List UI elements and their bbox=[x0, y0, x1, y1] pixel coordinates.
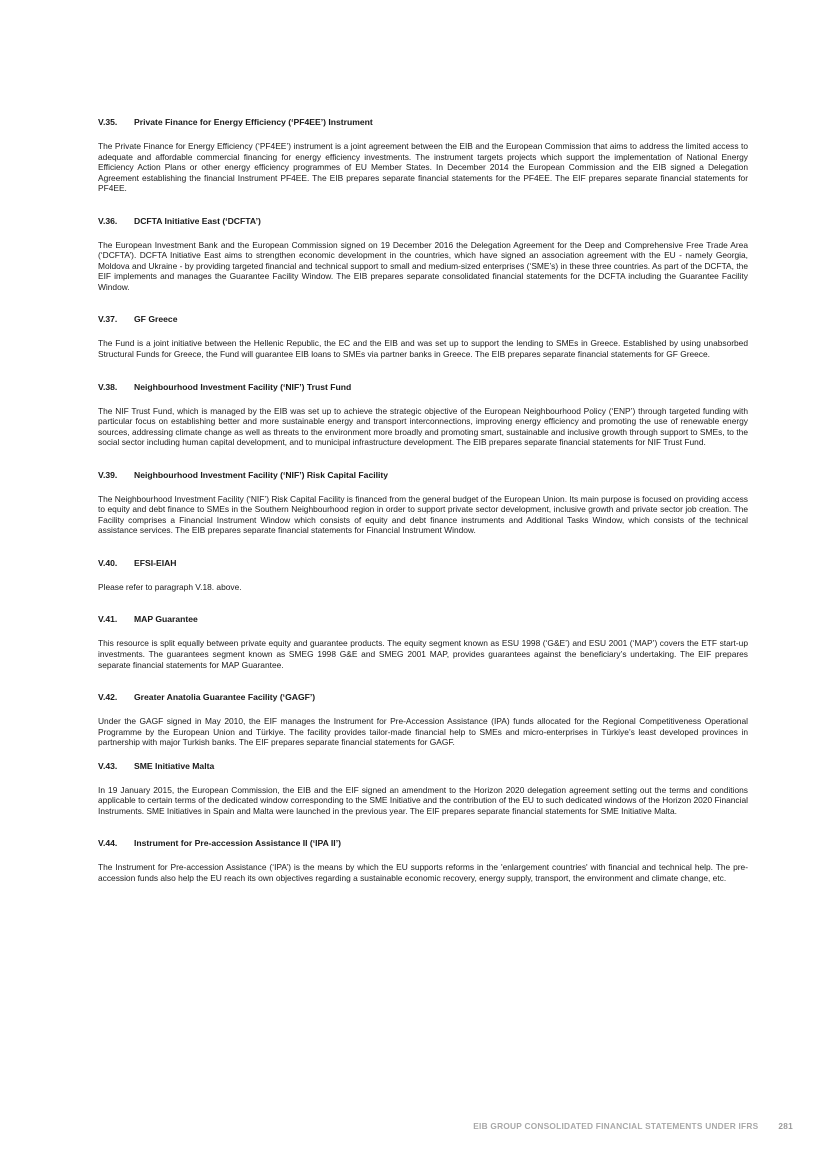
section-title: DCFTA Initiative East (‘DCFTA’) bbox=[134, 215, 261, 226]
section-number: V.37. bbox=[98, 314, 118, 325]
section-paragraph: Please refer to paragraph V.18. above. bbox=[98, 581, 242, 592]
section-v44 bbox=[98, 838, 748, 883]
section-v37 bbox=[98, 314, 748, 359]
section-v35 bbox=[98, 117, 748, 194]
section-heading bbox=[98, 382, 748, 393]
section-v39 bbox=[98, 470, 748, 536]
section-paragraph: This resource is split equally between private equity and guarantee products. The equity segment known as ESU 1998 (‘G&E’) and ESU 2001 (‘MAP’) covers the ETF start-up investments. The guarantees segment known as SMEG 1998 G&E and SMEG 2001 MAP, provides guarantees against the beneficiary’s undertaking. The EIF prepares separate financial statements for MAP Guarantee. bbox=[98, 638, 748, 670]
footer-title: EIB GROUP CONSOLIDATED FINANCIAL STATEMENTS UNDER IFRS bbox=[473, 1121, 759, 1131]
section-heading bbox=[98, 216, 748, 227]
section-heading bbox=[98, 117, 748, 128]
section-number: V.39. bbox=[98, 469, 118, 480]
section-paragraph: Under the GAGF signed in May 2010, the EIF manages the Instrument for Pre-Accession Assistance (IPA) funds allocated for the Regional Competitiveness Operational Programme by the European Union and Türkiye. The facility provides tailor-made financial help to SMEs and micro-enterprises in Türkiye’s least developed provinces in partnership with major Turkish banks. The EIF prepares separate financial statements for GAGF. bbox=[98, 716, 748, 748]
document-body bbox=[98, 117, 748, 884]
page-number: 281 bbox=[778, 1121, 793, 1131]
section-heading bbox=[98, 314, 748, 325]
section-number: V.42. bbox=[98, 692, 118, 703]
section-paragraph: In 19 January 2015, the European Commission, the EIB and the EIF signed an amendment to the Horizon 2020 delegation agreement setting out the terms and conditions applicable to certain terms of the dedicated window corresponding to the SME Initiative and the contribution of the EU to such dedicated windows of the Horizon 2020 Financial Instruments. SME Initiatives in Spain and Malta were launched in the previous year. The EIF prepares separate financial statements for SME Initiative Malta. bbox=[98, 784, 748, 816]
section-heading bbox=[98, 838, 748, 849]
section-title: EFSI-EIAH bbox=[134, 557, 177, 568]
section-v43 bbox=[98, 761, 748, 817]
section-number: V.43. bbox=[98, 760, 118, 771]
section-title: SME Initiative Malta bbox=[134, 760, 215, 771]
section-title: MAP Guarantee bbox=[134, 614, 198, 625]
section-v40 bbox=[98, 558, 748, 593]
section-paragraph: The European Investment Bank and the European Commission signed on 19 December 2016 the Delegation Agreement for the Deep and Comprehensive Free Trade Area (‘DCFTA’). DCFTA Initiative East aims to strengthen economic development in the countries, which have signed an association agreement with the EU - namely Georgia, Moldova and Ukraine - by providing targeted financial and technical support to small and medium-sized enterprises (‘SME’s) in these three countries. As part of the DCFTA, the EIF implements and manages the Guarantee Facility Window. The EIB prepares separate consolidated financial statements for the DCFTA including the Guarantee Facility Window. bbox=[98, 239, 748, 292]
section-heading bbox=[98, 470, 748, 481]
section-heading bbox=[98, 614, 748, 625]
section-paragraph: The Instrument for Pre-accession Assistance (‘IPA’) is the means by which the EU supports reforms in the 'enlargement countries' with financial and technical help. The pre-accession funds also help the EU reach its own objectives regarding a sustainable economic recovery, energy supply, transport, the environment and climate change, etc. bbox=[98, 862, 748, 883]
section-number: V.36. bbox=[98, 215, 118, 226]
section-number: V.35. bbox=[98, 117, 118, 127]
section-title: Greater Anatolia Guarantee Facility (‘GAGF’) bbox=[134, 692, 316, 703]
section-title: Private Finance for Energy Efficiency (‘PF4EE’) Instrument bbox=[134, 117, 373, 127]
page-footer bbox=[473, 1121, 793, 1131]
section-v36 bbox=[98, 216, 748, 293]
section-paragraph: The NIF Trust Fund, which is managed by the EIB was set up to achieve the strategic objective of the European Neighbourhood Policy (‘ENP’) through targeted funding with particular focus on establishing better and more sustainable energy and transport interconnections, improving energy efficiency and promoting the use of renewable energy sources, addressing climate change as well as threats to the environment more broadly and promoting smart, sustainable and inclusive growth through support to SMEs, to the social sector including human capital development, and to municipal infrastructure development. The EIB prepares separate financial statements for NIF Trust Fund. bbox=[98, 405, 748, 448]
section-title: GF Greece bbox=[134, 314, 178, 325]
section-number: V.40. bbox=[98, 557, 118, 568]
section-heading bbox=[98, 692, 748, 703]
section-heading bbox=[98, 761, 748, 772]
section-title: Neighbourhood Investment Facility (‘NIF’) Risk Capital Facility bbox=[134, 469, 389, 480]
section-number: V.44. bbox=[98, 838, 118, 849]
section-heading bbox=[98, 558, 748, 569]
section-paragraph: The Neighbourhood Investment Facility (‘NIF’) Risk Capital Facility is financed from the general budget of the European Union. Its main purpose is focused on providing access to equity and debt finance to SMEs in the Southern Neighbourhood region in order to support private sector development, inclusive growth and private sector job creation. The Facility comprises a Financial Instrument Window which consists of equity and debt finance instruments and Additional Tasks Window, which consists of the technical assistance services. The EIB prepares separate financial statements for Financial Instrument Window. bbox=[98, 493, 748, 536]
section-v42 bbox=[98, 692, 748, 748]
section-number: V.41. bbox=[98, 614, 118, 625]
section-title: Instrument for Pre-accession Assistance II (‘IPA II’) bbox=[134, 838, 341, 849]
section-paragraph: The Fund is a joint initiative between the Hellenic Republic, the EC and the EIB and was set up to support the lending to SMEs in Greece. Established by using unabsorbed Structural Funds for Greece, the Fund will guarantee EIB loans to SMEs via partner banks in Greece. The EIB prepares separate financial statements for GF Greece. bbox=[98, 338, 748, 360]
section-paragraph: The Private Finance for Energy Efficiency (‘PF4EE’) instrument is a joint agreement between the EIB and the European Commission that aims to address the limited access to adequate and affordable commercial financing for energy efficiency investments. The instrument targets projects which support the implementation of National Energy Efficiency Action Plans or other energy efficiency programmes of EU Member States. In December 2014 the European Commission and the EIB signed a Delegation Agreement establishing the financial Instrument PF4EE. The EIB prepares separate financial statements for the PF4EE. The EIF prepares separate financial statements for PF4EE. bbox=[98, 141, 748, 194]
section-v41 bbox=[98, 614, 748, 670]
section-title: Neighbourhood Investment Facility (‘NIF’) Trust Fund bbox=[134, 381, 352, 392]
section-number: V.38. bbox=[98, 381, 118, 392]
section-v38 bbox=[98, 382, 748, 448]
